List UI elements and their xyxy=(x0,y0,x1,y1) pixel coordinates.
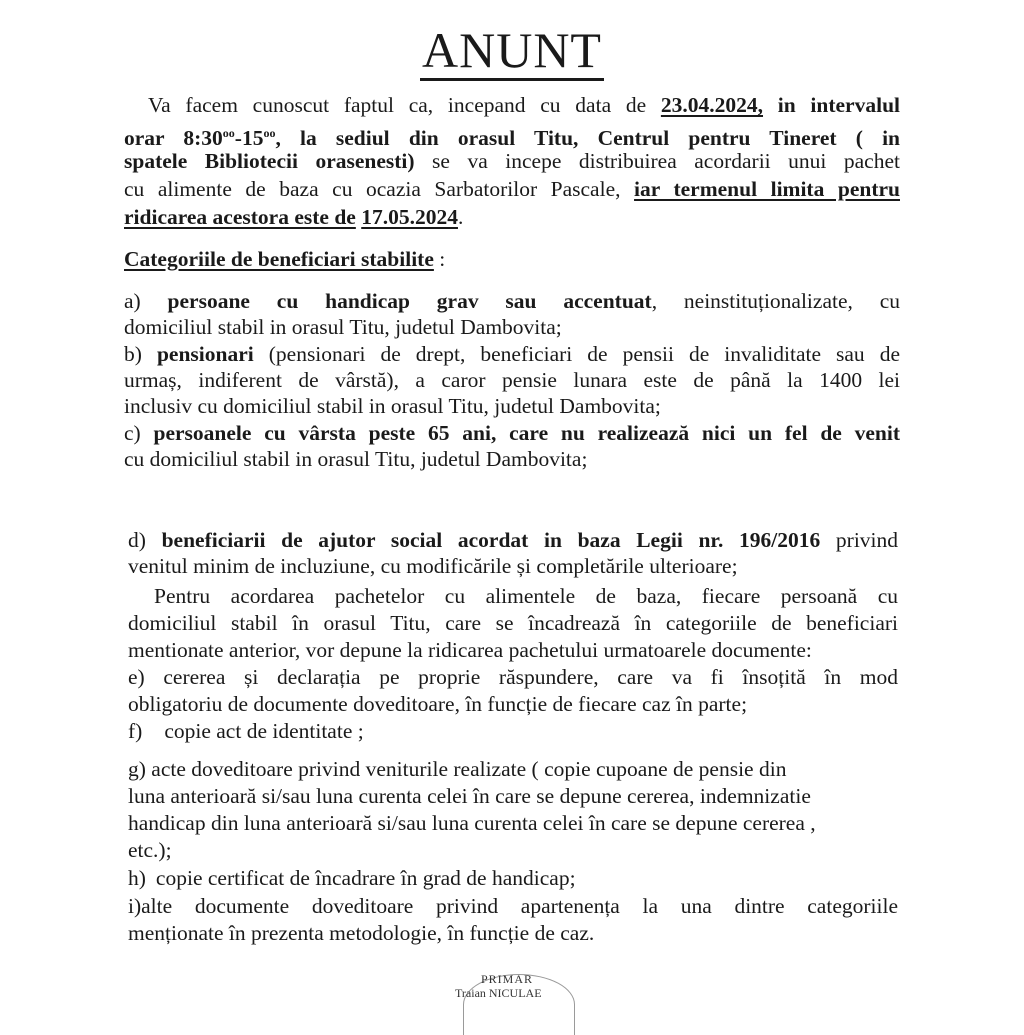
intro-line-4 xyxy=(124,176,900,202)
item-g-line-3: handicap din luna anterioară si/sau luna curenta celei în care se depune cererea , xyxy=(128,811,816,835)
text: copie act de identitate ; xyxy=(164,719,364,743)
intro-line-1 xyxy=(148,92,900,118)
item-a-line-1 xyxy=(124,288,900,314)
deadline-text: iar termenul limita pentru xyxy=(634,177,900,201)
title-text: ANUNT xyxy=(420,22,604,81)
text: , neinstituționalizate, cu xyxy=(651,289,901,313)
stamp-name: Traian NICULAE xyxy=(455,986,542,1000)
text: Va facem cunoscut faptul ca, incepand cu data de xyxy=(148,93,661,117)
text: copie certificat de încadrare în grad de handicap; xyxy=(155,866,576,890)
text: persoanele cu vârsta peste 65 ani, care nu realizează nici un fel de venit xyxy=(153,421,901,445)
intro-line-5 xyxy=(124,204,900,230)
paragraph-line-1: Pentru acordarea pachetelor cu alimentele de baza, fiecare persoană cu xyxy=(154,584,898,608)
text: c) xyxy=(124,421,154,445)
text: privind xyxy=(820,528,899,552)
item-g-line-1: g) acte doveditoare privind veniturile realizate ( copie cupoane de pensie din xyxy=(128,757,787,781)
text: a) xyxy=(124,289,168,313)
text: . xyxy=(457,205,464,229)
text: persoane cu handicap grav sau accentuat xyxy=(167,289,652,313)
text: cu alimente de baza cu ocazia Sarbatorilor Pascale, xyxy=(124,177,635,201)
item-c-line-1 xyxy=(124,420,900,446)
item-i-line-2: menționate în prezenta metodologie, în funcție de caz. xyxy=(128,921,595,945)
text: se va incepe distribuirea acordarii unui pachet xyxy=(414,149,900,173)
intro-line-2 xyxy=(124,120,900,151)
text: : xyxy=(433,247,446,271)
superscript: oo xyxy=(263,126,276,140)
text: -15 xyxy=(234,126,264,151)
item-e-line-2: obligatoriu de documente doveditoare, în funcție de fiecare caz în parte; xyxy=(128,692,748,716)
item-b-line-2: urmaș, indiferent de vârstă), a caror pensie lunara este de până la 1400 lei xyxy=(124,368,900,392)
text: h) xyxy=(128,866,146,890)
item-h xyxy=(128,865,904,891)
item-d-line-2: venitul minim de incluziune, cu modificările și completările ulterioare; xyxy=(128,554,738,578)
item-d-line-1 xyxy=(128,527,898,553)
text: (pensionari de drept, beneficiari de pensii de invaliditate sau de xyxy=(253,342,900,366)
text: f) xyxy=(128,719,143,743)
intro-line-3 xyxy=(124,148,900,174)
item-b-line-1 xyxy=(124,341,900,367)
document-title xyxy=(0,22,1024,78)
paragraph-line-3: mentionate anterior, vor depune la ridicarea pachetului urmatoarele documente: xyxy=(128,638,812,662)
text: b) xyxy=(124,342,157,366)
item-e-line-1: e) cererea și declarația pe proprie răspundere, care va fi însoțită în mod xyxy=(128,665,898,689)
text: beneficiarii de ajutor social acordat in baza Legii nr. 196/2016 xyxy=(161,528,821,552)
text: orar 8:30 xyxy=(124,126,223,151)
heading-text: Categoriile de beneficiari stabilite xyxy=(124,247,434,271)
item-c-line-2: cu domiciliul stabil in orasul Titu, judetul Dambovita; xyxy=(124,447,588,471)
item-b-line-3: inclusiv cu domiciliul stabil in orasul Titu, judetul Dambovita; xyxy=(124,394,661,418)
text: pensionari xyxy=(156,342,254,366)
text: in intervalul xyxy=(763,93,901,117)
item-g-line-2: luna anterioară si/sau luna curenta celei în care se depune cererea, indemnizatie xyxy=(128,784,811,808)
item-f xyxy=(128,718,904,744)
text: d) xyxy=(128,528,162,552)
deadline-text: ridicarea acestora este de xyxy=(124,205,356,229)
text: , la sediul din orasul Titu, Centrul pentru Tineret ( in xyxy=(275,126,901,151)
superscript: oo xyxy=(222,126,235,140)
deadline-date: 17.05.2024 xyxy=(361,205,458,229)
item-a-line-2: domiciliul stabil in orasul Titu, judetul Dambovita; xyxy=(124,315,562,339)
mayor-stamp xyxy=(455,968,585,1018)
stamp-title: PRIMAR xyxy=(481,972,534,986)
text: spatele Bibliotecii orasenesti) xyxy=(124,149,415,173)
paragraph-line-2: domiciliul stabil în orasul Titu, care se încadrează în categoriile de beneficiari xyxy=(128,611,898,635)
categories-heading xyxy=(124,246,900,272)
item-g-line-4: etc.); xyxy=(128,838,172,862)
start-date: 23.04.2024, xyxy=(660,93,764,117)
item-i-line-1: i)alte documente doveditoare privind apartenența la una dintre categoriile xyxy=(128,894,898,918)
